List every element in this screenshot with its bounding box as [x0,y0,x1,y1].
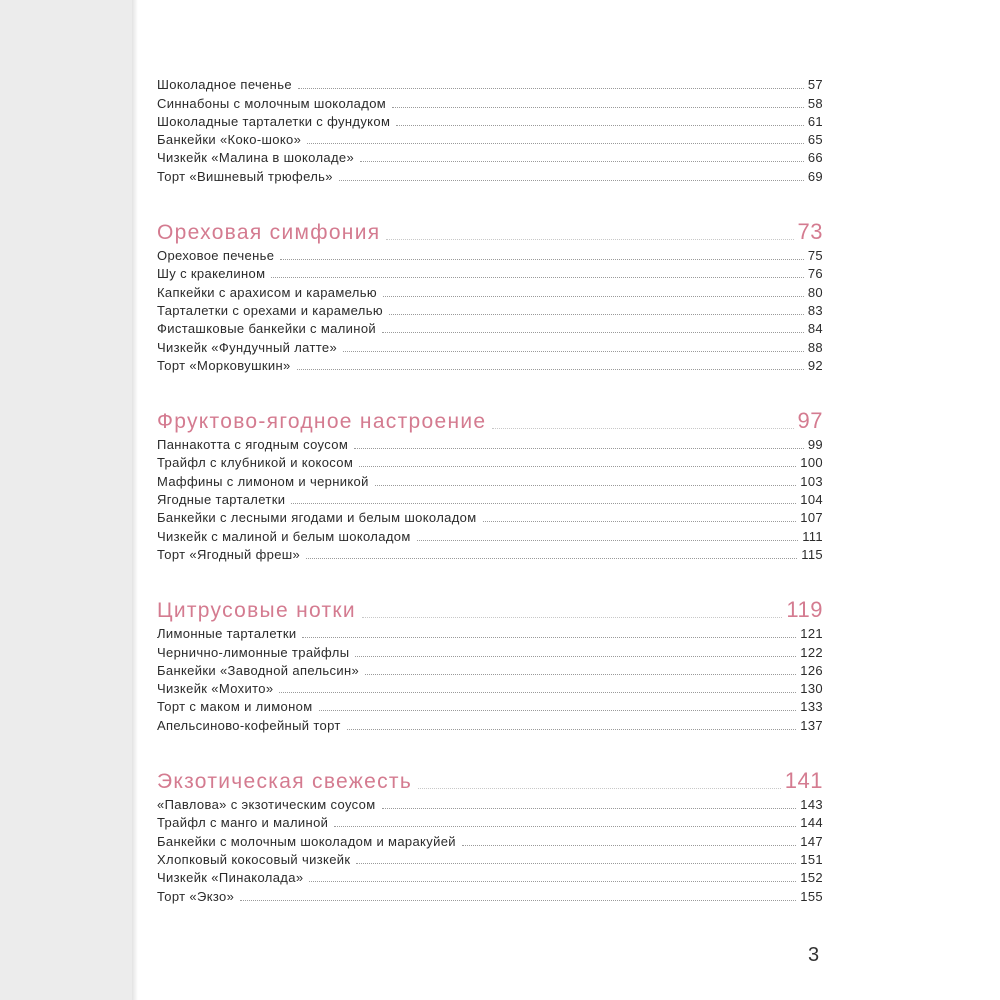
toc-entry[interactable] [157,849,823,867]
toc-entry[interactable] [157,281,823,299]
toc-entry[interactable] [157,812,823,830]
entry-title: Паннакотта с ягодным соусом [157,437,349,453]
entry-page: 126 [800,662,823,678]
entry-title: Шу с кракелином [157,266,266,282]
leader-dots [365,674,796,675]
page-number: 3 [808,944,820,966]
leader-dots [354,448,804,449]
toc-entry[interactable] [157,336,823,354]
entry-page: 144 [800,815,823,831]
toc-entry[interactable] [157,525,823,543]
entry-title: Торт «Ягодный фреш» [157,546,301,562]
section-title: Цитрусовые нотки [157,598,356,622]
entry-title: Лимонные тарталетки [157,626,297,642]
entry-title: Торт «Вишневый трюфель» [157,168,333,184]
toc-entry[interactable] [157,830,823,848]
leader-dots [418,788,781,789]
entry-page: 151 [800,851,823,867]
entry-page: 103 [800,473,823,489]
entry-page: 75 [807,248,823,264]
entry-page: 83 [807,302,823,318]
leader-dots [307,143,804,144]
toc-entry[interactable] [157,641,823,659]
section-title: Экзотическая свежесть [157,769,413,793]
entry-page: 84 [807,321,823,337]
entry-title: Банкейки «Заводной апельсин» [157,662,360,678]
entry-page: 155 [800,888,823,904]
left-page-shadow [0,0,132,1000]
leader-dots [271,277,803,278]
leader-dots [386,239,793,240]
leader-dots [355,656,796,657]
section-page: 97 [797,407,823,433]
entry-page: 121 [800,626,823,642]
section-heading[interactable] [157,213,823,245]
entry-title: Чизкейк «Фундучный латте» [157,339,338,355]
entry-page: 66 [807,150,823,166]
entry-title: «Павлова» с экзотическим соусом [157,797,376,813]
toc-entry[interactable] [157,129,823,147]
entry-title: Трайфл с клубникой и кокосом [157,455,354,471]
entry-page: 104 [800,492,823,508]
entry-page: 100 [800,455,823,471]
entry-page: 92 [807,357,823,373]
toc-entry[interactable] [157,470,823,488]
toc-entry[interactable] [157,245,823,263]
toc-entry[interactable] [157,318,823,336]
entry-title: Маффины с лимоном и черникой [157,473,369,489]
toc-entry[interactable] [157,714,823,732]
leader-dots [396,125,804,126]
entry-page: 107 [800,510,823,526]
leader-dots [492,428,793,429]
entry-page: 133 [800,699,823,715]
entry-page: 61 [807,113,823,129]
leader-dots [362,617,783,618]
toc-entry[interactable] [157,434,823,452]
entry-title: Ягодные тарталетки [157,492,286,508]
leader-dots [356,863,796,864]
toc-entry[interactable] [157,355,823,373]
entry-title: Чизкейк с малиной и белым шоколадом [157,528,411,544]
entry-page: 80 [807,284,823,300]
leader-dots [279,692,796,693]
leader-dots [360,161,804,162]
entry-title: Трайфл с манго и малиной [157,815,329,831]
entry-title: Чизкейк «Пинаколада» [157,870,304,886]
toc-entry[interactable] [157,111,823,129]
leader-dots [297,369,804,370]
entry-title: Синнабоны с молочным шоколадом [157,95,387,111]
entry-title: Тарталетки с орехами и карамелью [157,302,383,318]
entry-title: Хлопковый кокосовый чизкейк [157,851,351,867]
toc-entry[interactable] [157,165,823,183]
leader-dots [302,637,796,638]
leader-dots [383,296,804,297]
leader-dots [339,180,804,181]
table-of-contents [157,74,823,904]
toc-entry[interactable] [157,300,823,318]
entry-page: 65 [807,132,823,148]
toc-section-nuts [157,213,823,373]
entry-page: 88 [807,339,823,355]
entry-page: 147 [800,833,823,849]
section-heading[interactable] [157,762,823,794]
leader-dots [309,881,796,882]
leader-dots [347,729,797,730]
leader-dots [389,314,804,315]
entry-page: 122 [800,644,823,660]
entry-page: 130 [800,681,823,697]
entry-title: Шоколадные тарталетки с фундуком [157,113,391,129]
toc-entry[interactable] [157,263,823,281]
toc-section-exotic [157,762,823,904]
entry-title: Торт «Морковушкин» [157,357,291,373]
section-page: 119 [786,596,823,622]
entry-title: Чернично-лимонные трайфлы [157,644,350,660]
leader-dots [382,808,797,809]
toc-entry[interactable] [157,794,823,812]
leader-dots [382,332,804,333]
entry-title: Торт «Экзо» [157,888,235,904]
section-heading[interactable] [157,402,823,434]
section-title: Ореховая симфония [157,220,381,244]
section-heading[interactable] [157,591,823,623]
entry-title: Шоколадное печенье [157,77,292,93]
section-title: Фруктово-ягодное настроение [157,409,487,433]
entry-title: Апельсиново-кофейный торт [157,717,341,733]
entry-title: Банкейки «Коко-шоко» [157,132,302,148]
leader-dots [298,88,804,89]
leader-dots [462,845,796,846]
toc-entry[interactable] [157,678,823,696]
leader-dots [359,466,796,467]
toc-entry[interactable] [157,544,823,562]
leader-dots [483,521,797,522]
entry-page: 99 [807,437,823,453]
toc-entry[interactable] [157,489,823,507]
toc-entry[interactable] [157,867,823,885]
leader-dots [334,826,796,827]
entry-title: Фисташковые банкейки с малиной [157,321,377,337]
page-edge [132,0,138,1000]
entry-page: 152 [800,870,823,886]
toc-entry[interactable] [157,452,823,470]
entry-page: 76 [807,266,823,282]
leader-dots [291,503,796,504]
leader-dots [392,107,804,108]
entry-title: Торт с маком и лимоном [157,699,313,715]
toc-entry[interactable] [157,696,823,714]
section-page: 141 [784,767,823,793]
entry-page: 143 [800,797,823,813]
toc-section-berries [157,402,823,562]
leader-dots [306,558,797,559]
entry-page: 111 [802,528,823,544]
toc-section-chocolate [157,74,823,184]
entry-title: Ореховое печенье [157,248,275,264]
entry-title: Банкейки с молочным шоколадом и маракуйей [157,833,456,849]
entry-page: 57 [807,77,823,93]
entry-title: Банкейки с лесными ягодами и белым шоколадом [157,510,477,526]
leader-dots [240,900,796,901]
entry-page: 115 [801,546,823,562]
toc-entry[interactable] [157,623,823,641]
section-page: 73 [797,218,823,244]
leader-dots [319,710,797,711]
toc-entry[interactable] [157,507,823,525]
leader-dots [417,540,799,541]
toc-entry[interactable] [157,74,823,92]
entry-page: 137 [800,717,823,733]
entry-page: 69 [807,168,823,184]
toc-entry[interactable] [157,885,823,903]
toc-entry[interactable] [157,660,823,678]
leader-dots [343,351,804,352]
entry-title: Капкейки с арахисом и карамелью [157,284,377,300]
leader-dots [375,485,796,486]
toc-entry[interactable] [157,147,823,165]
toc-section-citrus [157,591,823,733]
entry-title: Чизкейк «Малина в шоколаде» [157,150,355,166]
leader-dots [280,259,804,260]
entry-title: Чизкейк «Мохито» [157,681,274,697]
entry-page: 58 [807,95,823,111]
toc-entry[interactable] [157,92,823,110]
